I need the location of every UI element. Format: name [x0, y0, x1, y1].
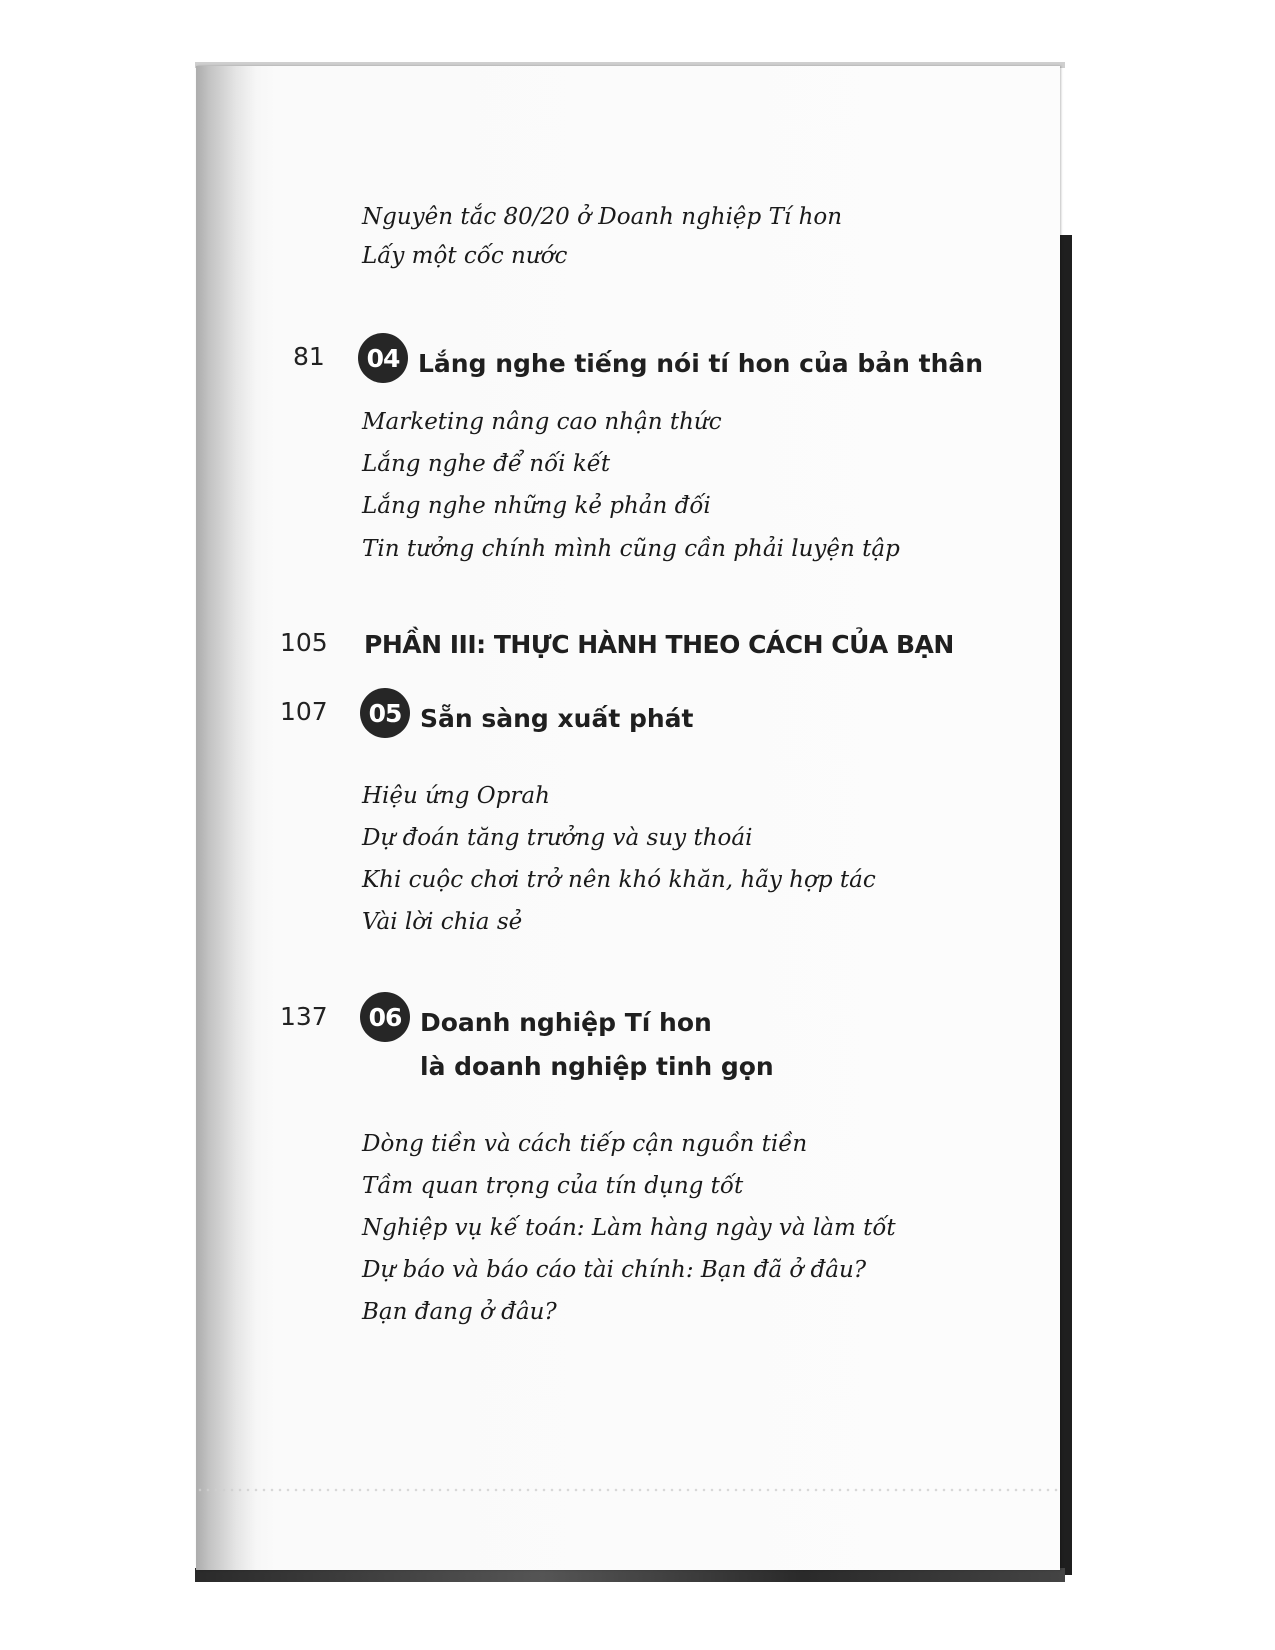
toc-item: Khi cuộc chơi trở nên khó khăn, hãy hợp tác: [362, 867, 876, 893]
toc-item: Dự báo và báo cáo tài chính: Bạn đã ở đâu?: [362, 1257, 867, 1283]
toc-item: Nghiệp vụ kế toán: Làm hàng ngày và làm tốt: [362, 1215, 896, 1241]
page-number: 105: [280, 628, 328, 657]
toc-item: Bạn đang ở đâu?: [362, 1299, 557, 1325]
part-title: PHẦN III: THỰC HÀNH THEO CÁCH CỦA BẠN: [364, 630, 954, 659]
toc-item: Dự đoán tăng trưởng và suy thoái: [362, 825, 753, 851]
toc-item: Vài lời chia sẻ: [362, 909, 523, 935]
toc-item: Tầm quan trọng của tín dụng tốt: [362, 1173, 744, 1199]
page-number: 81: [293, 342, 325, 371]
toc-item: Marketing nâng cao nhận thức: [362, 409, 722, 435]
page-number: 107: [280, 697, 328, 726]
toc-item: Lắng nghe để nối kết: [362, 451, 611, 477]
toc-item: Dòng tiền và cách tiếp cận nguồn tiền: [362, 1131, 808, 1157]
chapter-title: Lắng nghe tiếng nói tí hon của bản thân: [418, 349, 984, 378]
chapter-title-line1: Doanh nghiệp Tí hon: [420, 1008, 712, 1037]
toc-item: Nguyên tắc 80/20 ở Doanh nghiệp Tí hon: [362, 204, 843, 230]
toc-item: Tin tưởng chính mình cũng cần phải luyện tập: [362, 536, 900, 562]
chapter-number-badge: 04: [358, 333, 408, 383]
chapter-number-badge: 05: [360, 688, 410, 738]
page-number: 137: [280, 1002, 328, 1031]
chapter-title: Sẵn sàng xuất phát: [420, 704, 694, 733]
toc-item: Lắng nghe những kẻ phản đối: [362, 493, 711, 519]
toc-item: Hiệu ứng Oprah: [362, 783, 550, 809]
chapter-number-badge: 06: [360, 992, 410, 1042]
chapter-title-line2: là doanh nghiệp tinh gọn: [420, 1052, 774, 1081]
toc-item: Lấy một cốc nước: [362, 243, 568, 269]
